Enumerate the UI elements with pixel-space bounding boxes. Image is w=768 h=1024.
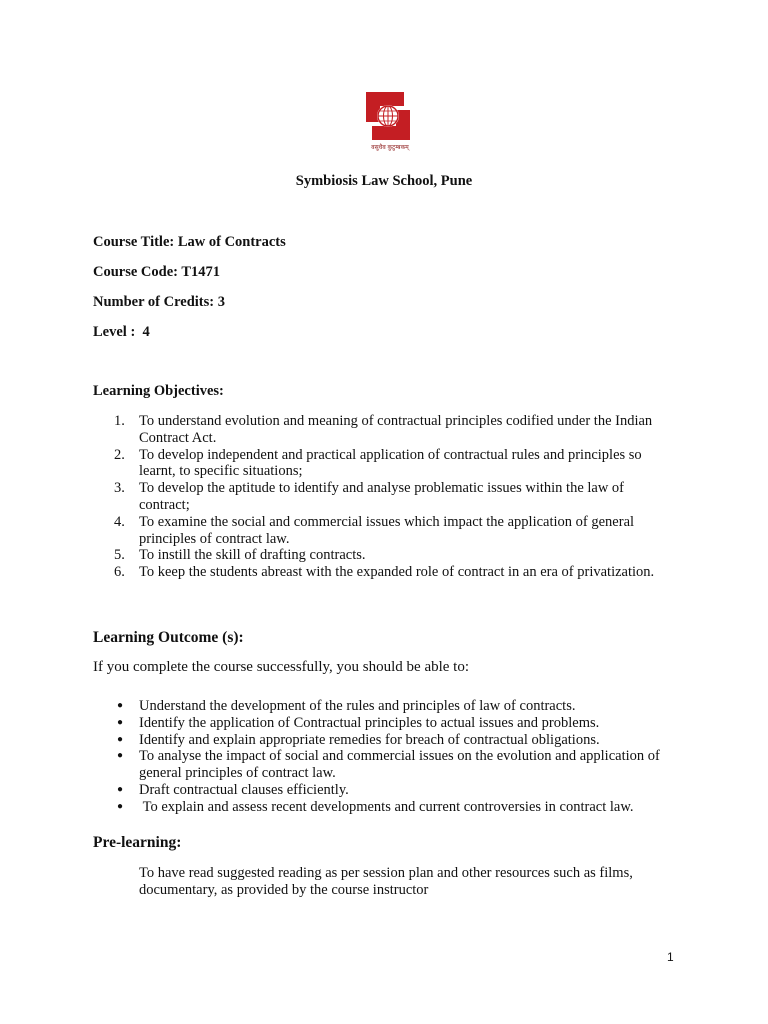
objective-number: 2. [114,446,125,463]
outcome-text: Draft contractual clauses efficiently. [139,781,349,798]
outcome-text: To explain and assess recent developments and current controversies in contract law. [139,798,634,815]
outcome-text: Identify and explain appropriate remedies for breach of contractual obligations. [139,731,600,748]
school-name: Symbiosis Law School, Pune [295,173,473,189]
objective-item [0,547,768,564]
course-title: Course Title: Law of Contracts [93,234,286,250]
outcome-text: To analyse the impact of social and commercial issues on the evolution and application of general principles of contract law. [139,748,660,782]
course-code: Course Code: T1471 [93,264,221,280]
objective-text: To keep the students abreast with the expanded role of contract in an era of privatization. [139,564,655,581]
outcome-item [0,732,768,749]
pre-learning-heading: Pre-learning: [93,834,182,851]
objective-item [0,413,768,447]
objective-number: 1. [114,413,125,429]
symbiosis-logo [354,88,434,154]
outcome-item [0,698,768,715]
objective-number: 5. [114,547,125,564]
outcome-item [0,799,768,816]
bullet-icon: ● [117,700,124,711]
course-level: Level : 4 [93,324,150,340]
objective-text: To develop the aptitude to identify and analyse problematic issues within the law of contract; [139,480,625,513]
outcome-item [0,748,768,782]
bullet-icon: ● [117,783,124,795]
objective-text: To instill the skill of drafting contracts. [139,547,366,564]
objective-item [0,514,768,548]
learning-outcome-list [0,698,768,816]
outcome-item [0,782,768,799]
learning-objectives-list [0,413,768,581]
objective-text: To understand evolution and meaning of contractual principles codified under the Indian Contract Act. [139,413,653,446]
symbiosis-emblem-icon [360,88,416,144]
page-number: 1 [667,950,674,964]
outcome-item [0,715,768,732]
objective-number: 6. [114,564,125,581]
objective-number: 4. [114,513,125,530]
objective-text: To develop independent and practical application of contractual rules and principles so learnt, to specific situations; [139,446,642,480]
objective-item [0,564,768,581]
pre-learning-text: To have read suggested reading as per session plan and other resources such as films, documentary, as provided by the course instructor [139,865,633,898]
bullet-icon: ● [117,800,124,812]
bullet-icon: ● [117,750,124,762]
objective-item [0,480,768,514]
outcome-text: Identify the application of Contractual principles to actual issues and problems. [139,714,600,731]
bullet-icon: ● [117,733,124,745]
outcome-text: Understand the development of the rules and principles of law of contracts. [139,698,576,714]
logo-motto: वसुधैव कुटुम्बकम् [371,144,409,151]
learning-outcome-heading: Learning Outcome (s): [93,629,244,646]
number-of-credits: Number of Credits: 3 [93,294,225,310]
objective-number: 3. [114,480,125,497]
bullet-icon: ● [117,716,124,728]
objective-text: To examine the social and commercial issues which impact the application of general principles of contract law. [139,513,635,547]
objective-item [0,447,768,481]
learning-outcome-intro: If you complete the course successfully, you should be able to: [93,659,470,675]
learning-objectives-heading: Learning Objectives: [93,383,224,399]
